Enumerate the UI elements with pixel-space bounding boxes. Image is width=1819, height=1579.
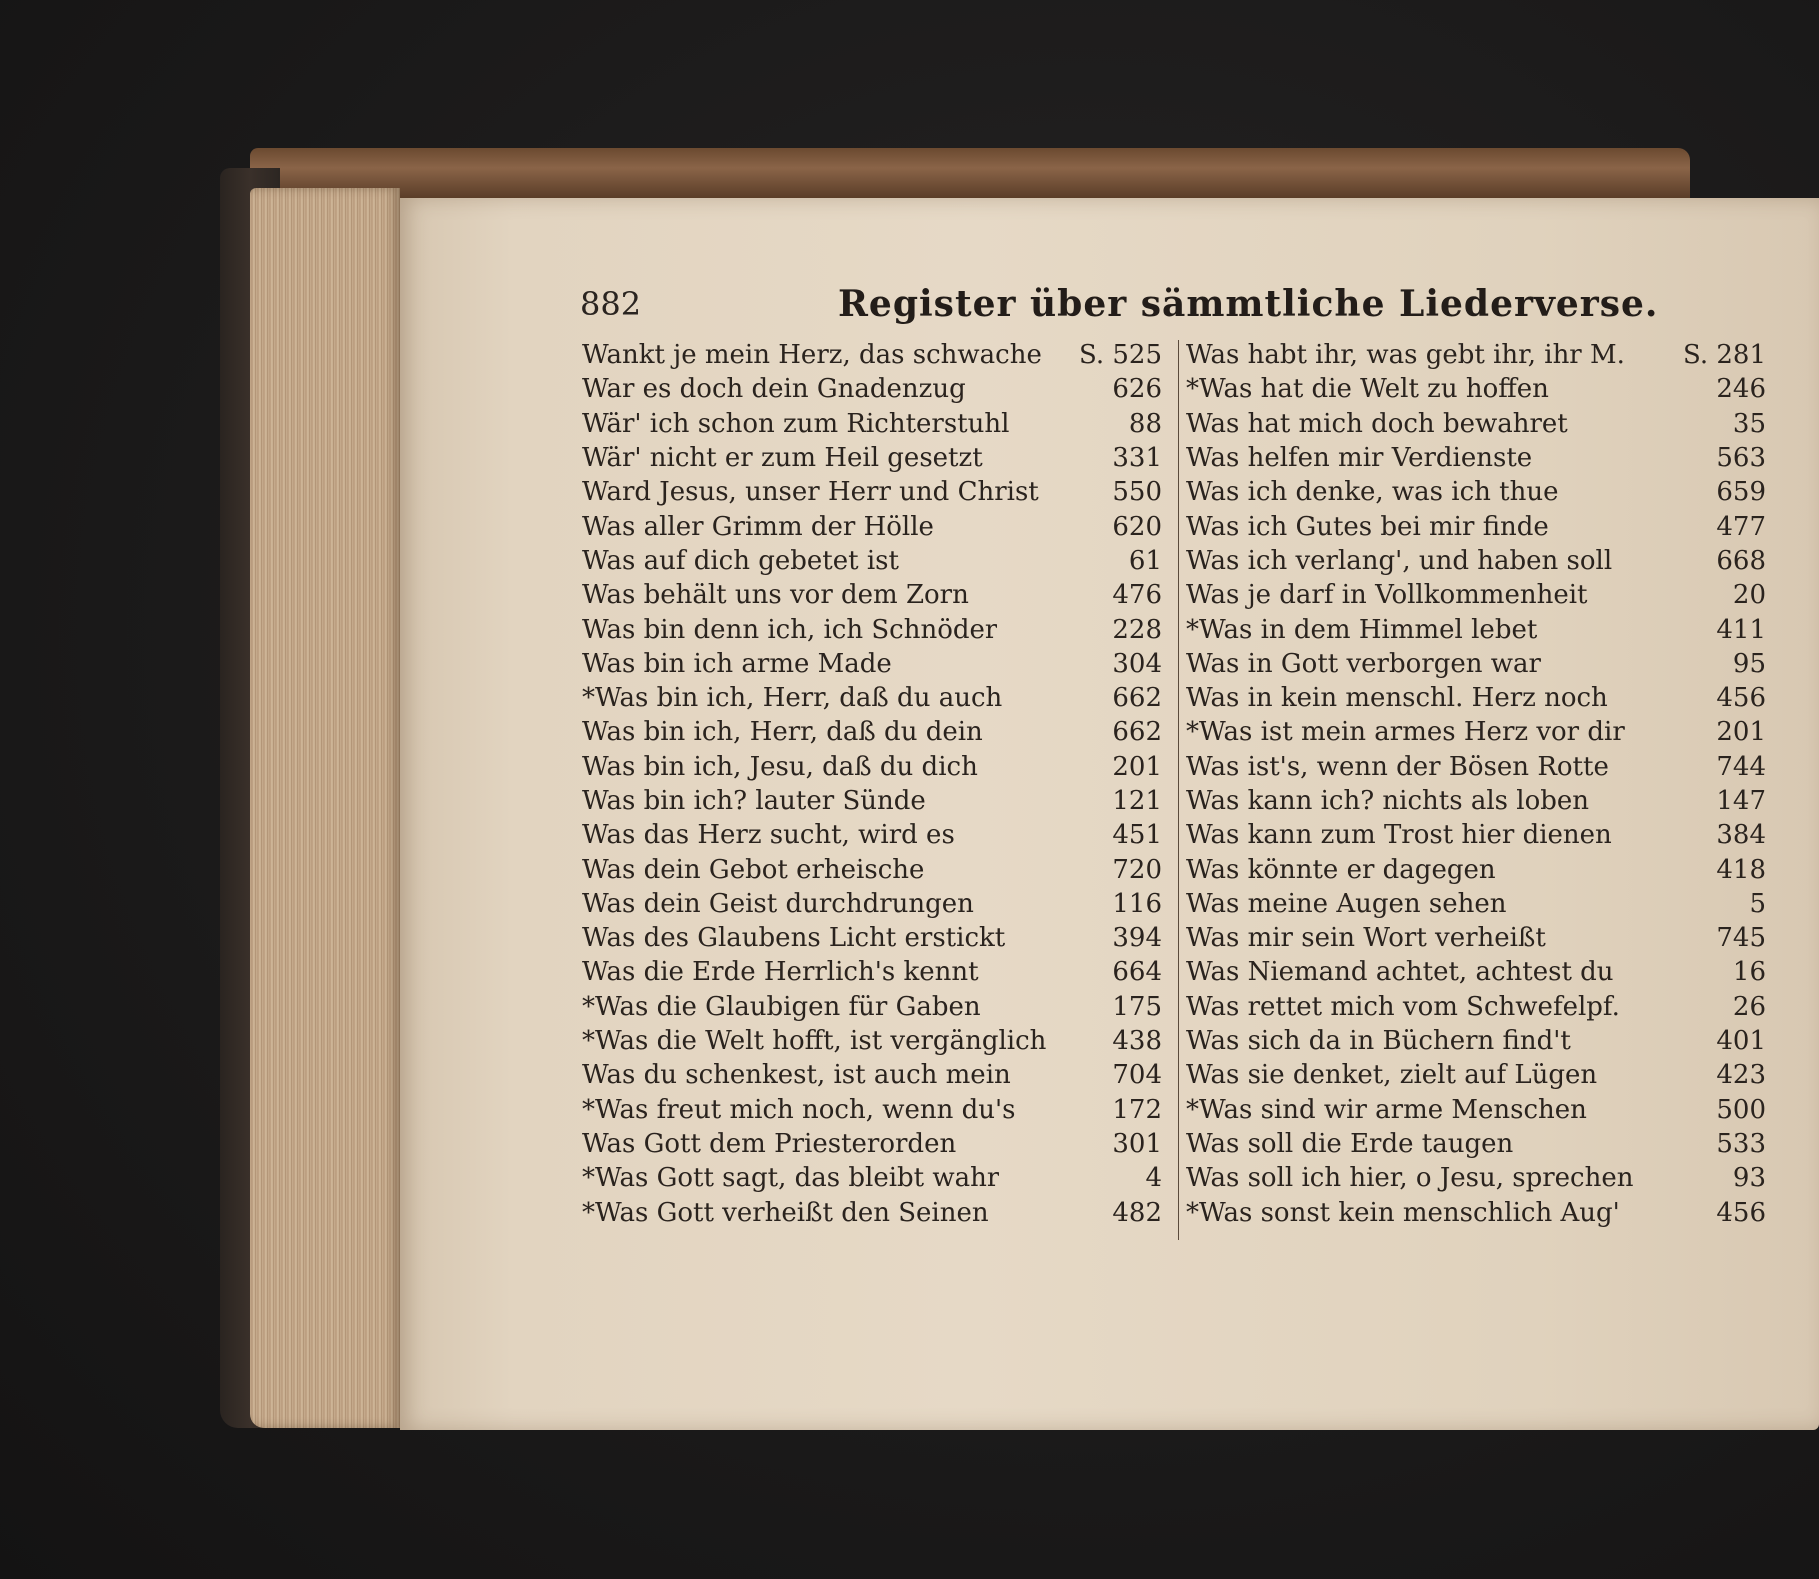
- index-entry: [1186, 921, 1766, 955]
- index-entry: [1186, 784, 1766, 818]
- index-entry: [582, 887, 1162, 921]
- index-entry: [582, 818, 1162, 852]
- index-entry: [1186, 1127, 1766, 1161]
- index-entry: [1186, 852, 1766, 886]
- page-header: [400, 285, 1760, 335]
- entry-text: Was soll die Erde taugen: [1186, 1128, 1514, 1159]
- entry-text: *Was hat die Welt zu hoffen: [1186, 374, 1549, 405]
- entry-text: Was bin ich, Herr, daß du dein: [582, 717, 983, 748]
- index-column-left: [582, 338, 1162, 1230]
- entry-page-number: 35: [1732, 408, 1766, 439]
- index-entry: [1186, 612, 1766, 646]
- entry-page-number: 61: [1128, 545, 1162, 576]
- entry-page-number: 476: [1112, 580, 1162, 611]
- page-edges: [250, 188, 400, 1428]
- entry-text: Ward Jesus, unser Herr und Christ: [582, 477, 1039, 508]
- entry-page-number: 331: [1112, 443, 1162, 474]
- entry-page-number: 93: [1732, 1163, 1766, 1194]
- entry-text: Was mir sein Wort verheißt: [1186, 923, 1546, 954]
- index-entry: [1186, 887, 1766, 921]
- index-entry: [582, 1093, 1162, 1127]
- entry-page-number: 477: [1716, 511, 1766, 542]
- entry-page-number: 411: [1716, 614, 1766, 645]
- index-entry: [582, 1195, 1162, 1229]
- entry-page-number: 418: [1716, 854, 1766, 885]
- entry-text: *Was sind wir arme Menschen: [1186, 1094, 1587, 1125]
- entry-text: Was die Erde Herrlich's kennt: [582, 957, 979, 988]
- entry-page-number: 744: [1716, 751, 1766, 782]
- entry-page-number: 550: [1112, 477, 1162, 508]
- index-entry: [1186, 1024, 1766, 1058]
- index-entry: [582, 578, 1162, 612]
- entry-page-number: 5: [1749, 888, 1766, 919]
- entry-text: Was bin denn ich, ich Schnöder: [582, 614, 998, 645]
- column-divider: [1178, 340, 1179, 1240]
- entry-page-number: 662: [1112, 717, 1162, 748]
- index-entry: [582, 1161, 1162, 1195]
- entry-text: Was auf dich gebetet ist: [582, 545, 899, 576]
- index-column-right: [1186, 338, 1766, 1230]
- index-entry: [582, 372, 1162, 406]
- entry-text: Was ich verlang', und haben soll: [1186, 545, 1613, 576]
- index-entry: [1186, 1093, 1766, 1127]
- entry-text: Wär' ich schon zum Richterstuhl: [582, 408, 1010, 439]
- index-entry: [582, 921, 1162, 955]
- entry-text: Was kann zum Trost hier dienen: [1186, 820, 1612, 851]
- entry-text: Was in Gott verborgen war: [1186, 648, 1541, 679]
- entry-page-number: 121: [1112, 786, 1162, 816]
- index-entry: [1186, 407, 1766, 441]
- entry-text: Was meine Augen sehen: [1186, 888, 1507, 919]
- entry-text: Was soll ich hier, o Jesu, sprechen: [1186, 1163, 1634, 1194]
- index-entry: [582, 784, 1162, 818]
- index-entry: [1186, 990, 1766, 1024]
- entry-text: *Was die Glaubigen für Gaben: [582, 991, 981, 1022]
- entry-text: Was sich da in Büchern find't: [1186, 1026, 1571, 1057]
- entry-page-number: 563: [1716, 443, 1766, 474]
- entry-page-number: 384: [1716, 820, 1766, 851]
- entry-page-number: 620: [1112, 511, 1162, 542]
- entry-text: Was bin ich? lauter Sünde: [582, 786, 926, 816]
- entry-page-number: 668: [1716, 545, 1766, 576]
- entry-page-number: 116: [1112, 888, 1162, 919]
- entry-text: Was Gott dem Priesterorden: [582, 1128, 957, 1159]
- index-entry: [1186, 475, 1766, 509]
- index-entry: [582, 647, 1162, 681]
- index-entry: [582, 509, 1162, 543]
- index-entry: [1186, 1058, 1766, 1092]
- index-entry: [1186, 338, 1766, 372]
- index-entry: [582, 1024, 1162, 1058]
- index-entry: [582, 338, 1162, 372]
- entry-page-number: 175: [1112, 991, 1162, 1022]
- index-entry: [582, 750, 1162, 784]
- entry-page-number: 88: [1128, 408, 1162, 439]
- entry-page-number: 662: [1112, 683, 1162, 714]
- entry-text: Was rettet mich vom Schwefelpf.: [1186, 991, 1620, 1022]
- entry-page-number: 95: [1732, 648, 1766, 679]
- index-entry: [1186, 578, 1766, 612]
- entry-text: Was helfen mir Verdienste: [1186, 443, 1533, 474]
- entry-text: Was ich Gutes bei mir finde: [1186, 511, 1549, 542]
- entry-page-number: 26: [1732, 991, 1766, 1022]
- entry-text: Was Niemand achtet, achtest du: [1186, 957, 1614, 988]
- entry-page-number: 659: [1716, 477, 1766, 508]
- entry-text: Was das Herz sucht, wird es: [582, 820, 955, 851]
- entry-text: Was des Glaubens Licht erstickt: [582, 923, 1006, 954]
- entry-page-number: 626: [1112, 374, 1162, 405]
- entry-page-number: 704: [1112, 1060, 1162, 1091]
- entry-text: Was in kein menschl. Herz noch: [1186, 683, 1608, 714]
- entry-page-number: 423: [1716, 1060, 1766, 1091]
- entry-text: Was habt ihr, was gebt ihr, ihr M.: [1186, 340, 1625, 371]
- entry-page-number: 301: [1112, 1128, 1162, 1159]
- index-entry: [582, 441, 1162, 475]
- entry-page-number: 228: [1112, 614, 1162, 645]
- entry-text: *Was die Welt hofft, ist vergänglich: [582, 1026, 1047, 1057]
- index-entry: [1186, 681, 1766, 715]
- entry-text: *Was Gott verheißt den Seinen: [582, 1197, 989, 1228]
- index-entry: [1186, 1161, 1766, 1195]
- entry-text: *Was ist mein armes Herz vor dir: [1186, 717, 1625, 748]
- index-entry: [582, 715, 1162, 749]
- index-entry: [582, 681, 1162, 715]
- index-entry: [582, 475, 1162, 509]
- entry-page-number: 401: [1716, 1026, 1766, 1057]
- index-entry: [582, 407, 1162, 441]
- entry-text: Was aller Grimm der Hölle: [582, 511, 934, 542]
- entry-text: Was ist's, wenn der Bösen Rotte: [1186, 751, 1609, 782]
- entry-text: Wankt je mein Herz, das schwache: [582, 340, 1042, 371]
- entry-page-number: 394: [1112, 923, 1162, 954]
- entry-page-number: 482: [1112, 1197, 1162, 1228]
- index-entry: [582, 544, 1162, 578]
- index-entry: [582, 990, 1162, 1024]
- index-entry: [582, 1058, 1162, 1092]
- index-entry: [1186, 544, 1766, 578]
- book-cover-top: [250, 148, 1690, 198]
- entry-text: Was dein Gebot erheische: [582, 854, 925, 885]
- entry-page-number: 500: [1716, 1094, 1766, 1125]
- entry-page-number: 172: [1112, 1094, 1162, 1125]
- index-entry: [1186, 1195, 1766, 1229]
- entry-page-number: S. 281: [1682, 340, 1766, 371]
- index-entry: [1186, 818, 1766, 852]
- entry-page-number: 720: [1112, 854, 1162, 885]
- entry-text: *Was bin ich, Herr, daß du auch: [582, 683, 1003, 714]
- entry-page-number: 533: [1716, 1128, 1766, 1159]
- entry-text: Was dein Geist durchdrungen: [582, 888, 974, 919]
- entry-text: *Was in dem Himmel lebet: [1186, 614, 1538, 645]
- entry-text: *Was Gott sagt, das bleibt wahr: [582, 1163, 1000, 1194]
- entry-page-number: 456: [1716, 1197, 1766, 1228]
- index-entry: [1186, 955, 1766, 989]
- index-entry: [582, 1127, 1162, 1161]
- entry-page-number: S. 525: [1078, 340, 1162, 371]
- entry-text: Was behält uns vor dem Zorn: [582, 580, 969, 611]
- entry-text: Was hat mich doch bewahret: [1186, 408, 1568, 439]
- entry-text: Was bin ich arme Made: [582, 648, 892, 679]
- entry-text: Was du schenkest, ist auch mein: [582, 1060, 1011, 1091]
- index-entry: [1186, 715, 1766, 749]
- entry-page-number: 745: [1716, 923, 1766, 954]
- index-entry: [1186, 647, 1766, 681]
- entry-page-number: 201: [1716, 717, 1766, 748]
- entry-text: Was sie denket, zielt auf Lügen: [1186, 1060, 1598, 1091]
- entry-page-number: 16: [1732, 957, 1766, 988]
- index-entry: [582, 612, 1162, 646]
- index-entry: [582, 955, 1162, 989]
- index-entry: [1186, 441, 1766, 475]
- index-entry: [1186, 750, 1766, 784]
- entry-page-number: 304: [1112, 648, 1162, 679]
- page-number: 882: [580, 285, 642, 323]
- entry-text: Was kann ich? nichts als loben: [1186, 786, 1589, 816]
- entry-text: Was bin ich, Jesu, daß du dich: [582, 751, 978, 782]
- entry-page-number: 664: [1112, 957, 1162, 988]
- entry-text: Was könnte er dagegen: [1186, 854, 1496, 885]
- entry-text: Was ich denke, was ich thue: [1186, 477, 1559, 508]
- page-title: Register über sämmtliche Liederverse.: [838, 283, 1659, 325]
- entry-text: *Was freut mich noch, wenn du's: [582, 1094, 1016, 1125]
- index-entry: [1186, 509, 1766, 543]
- entry-page-number: 456: [1716, 683, 1766, 714]
- entry-page-number: 4: [1145, 1163, 1162, 1194]
- entry-text: Was je darf in Vollkommenheit: [1186, 580, 1588, 611]
- entry-page-number: 201: [1112, 751, 1162, 782]
- entry-page-number: 438: [1112, 1026, 1162, 1057]
- entry-page-number: 20: [1732, 580, 1766, 611]
- entry-page-number: 147: [1716, 786, 1766, 816]
- entry-page-number: 246: [1716, 374, 1766, 405]
- index-entry: [1186, 372, 1766, 406]
- entry-page-number: 451: [1112, 820, 1162, 851]
- entry-text: War es doch dein Gnadenzug: [582, 374, 966, 405]
- entry-text: *Was sonst kein menschlich Aug': [1186, 1197, 1620, 1228]
- index-entry: [582, 852, 1162, 886]
- entry-text: Wär' nicht er zum Heil gesetzt: [582, 443, 983, 474]
